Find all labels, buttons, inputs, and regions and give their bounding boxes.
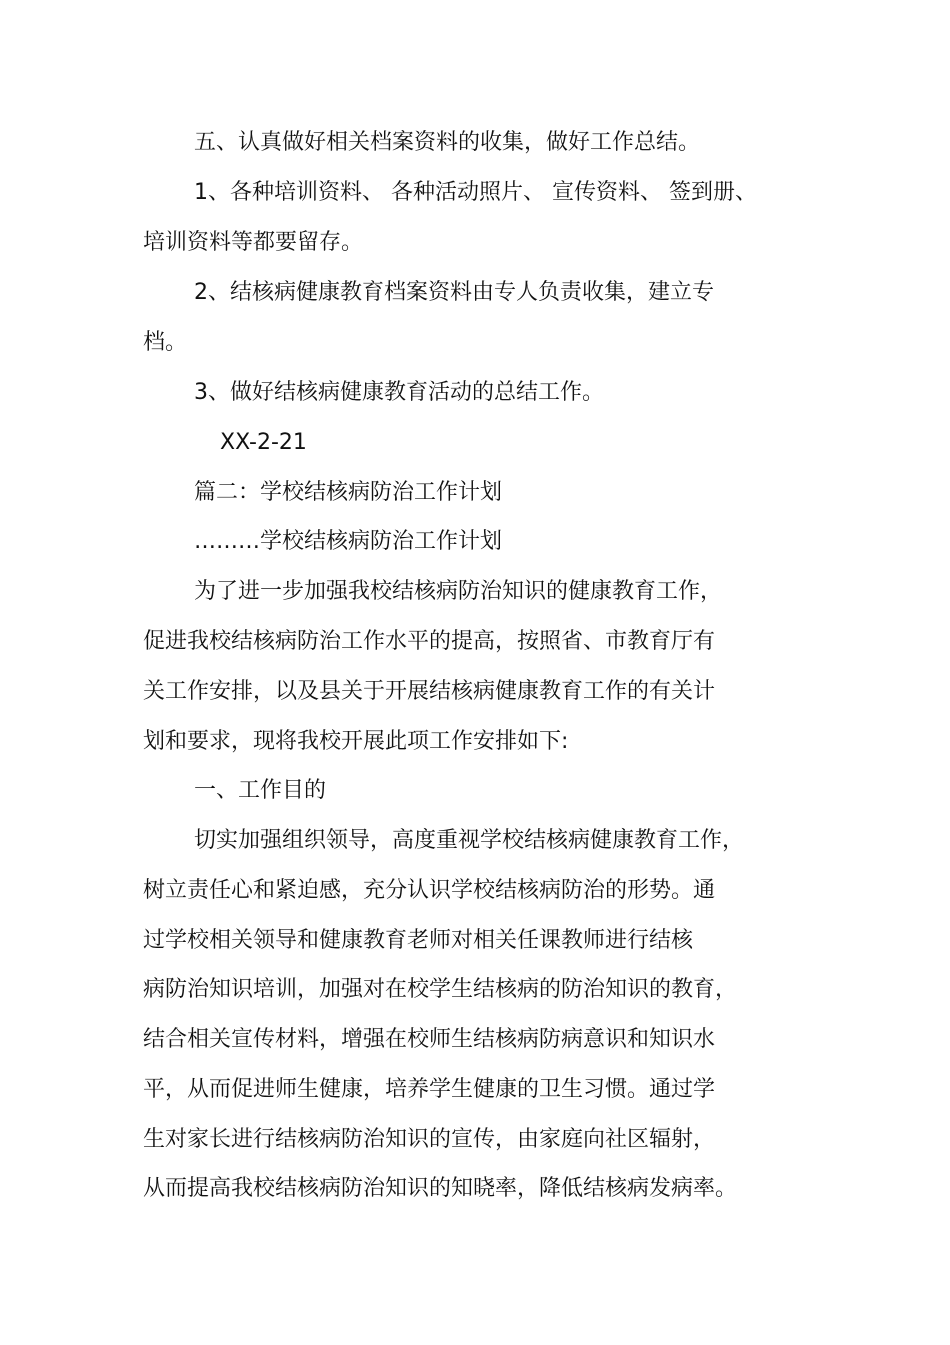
section-one-heading: 一、工作目的 [194,778,327,803]
intro-line-4: 划和要求，现将我校开展此项工作安排如下: [143,729,569,754]
intro-line-1: 为了进一步加强我校结核病防治知识的健康教育工作， [194,579,723,604]
item-1-line-1: 1、各种培训资料、 各种活动照片、 宣传资料、 签到册、 [194,180,757,205]
purpose-line-4: 病防治知识培训，加强对在校学生结核病的防治知识的教育， [143,977,738,1002]
purpose-line-8: 从而提高我校结核病防治知识的知晓率，降低结核病发病率。 [143,1176,738,1201]
purpose-line-2: 树立责任心和紧迫感，充分认识学校结核病防治的形势。通 [143,878,716,903]
purpose-line-3: 过学校相关领导和健康教育老师对相关任课教师进行结核 [143,928,694,953]
purpose-line-6: 平，从而促进师生健康，培养学生健康的卫生习惯。通过学 [143,1077,716,1102]
item-2-line-2: 档。 [143,330,188,355]
purpose-line-5: 结合相关宣传材料，增强在校师生结核病防病意识和知识水 [143,1027,716,1052]
item-3-line: 3、做好结核病健康教育活动的总结工作。 [194,380,604,405]
chapter-two-title: 篇二：学校结核病防治工作计划 [194,480,503,505]
purpose-line-1: 切实加强组织领导，高度重视学校结核病健康教育工作， [194,828,745,853]
intro-line-3: 关工作安排，以及县关于开展结核病健康教育工作的有关计 [143,679,716,704]
date-line: XX-2-21 [220,430,307,455]
item-2-line-1: 2、结核病健康教育档案资料由专人负责收集，建立专 [194,280,714,305]
purpose-line-7: 生对家长进行结核病防治知识的宣传，由家庭向社区辐射， [143,1127,716,1152]
item-1-line-2: 培训资料等都要留存。 [143,230,364,255]
plan-subtitle: ………学校结核病防治工作计划 [194,529,503,554]
intro-line-2: 促进我校结核病防治工作水平的提高，按照省、市教育厅有 [143,629,716,654]
section-five-heading: 五、认真做好相关档案资料的收集，做好工作总结。 [194,130,701,155]
